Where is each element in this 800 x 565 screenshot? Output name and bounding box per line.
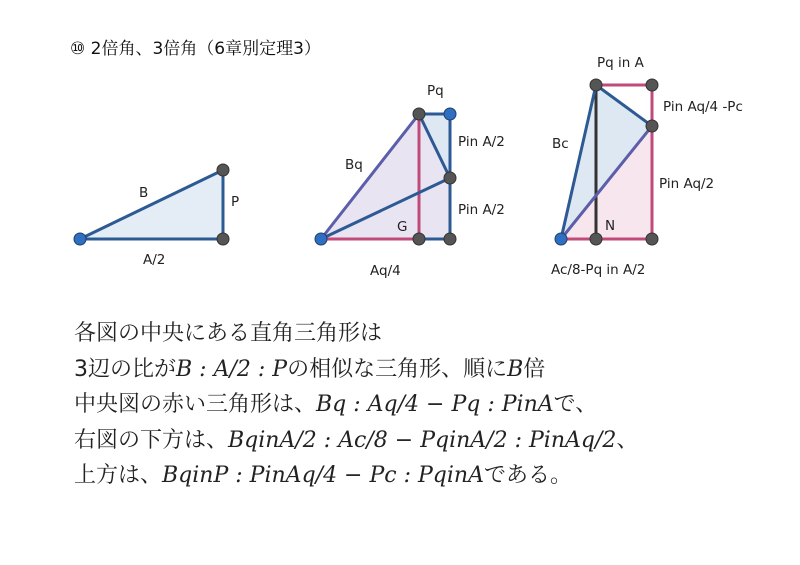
text-line-1 xyxy=(74,316,774,352)
label-pq: Pq xyxy=(427,83,444,99)
math-ratio: BqinP : PinAq/4 − Pc : PqinA xyxy=(162,463,484,488)
vertex-node xyxy=(444,233,456,245)
label-bq: Bq xyxy=(345,157,363,173)
label-pina2-top: Pin A/2 xyxy=(458,134,505,150)
math-ratio: Bq : Aq/4 − Pq : PinA xyxy=(316,392,554,417)
label-pina2-bottom: Pin A/2 xyxy=(458,202,505,218)
text-segment: 、 xyxy=(616,427,639,453)
vertex-node xyxy=(646,120,658,132)
vertex-node xyxy=(413,233,425,245)
explanation-text xyxy=(74,316,774,494)
vertex-node xyxy=(590,79,602,91)
label-pinaq2: Pin Aq/2 xyxy=(659,176,715,192)
text-segment: 倍 xyxy=(523,356,546,382)
vertex-node-blue xyxy=(444,108,456,120)
vertex-node xyxy=(646,233,658,245)
vertex-node xyxy=(217,164,229,176)
label-ac8-pqina2: Ac/8-Pq in A/2 xyxy=(551,262,646,278)
text-segment: の相似な三角形、順に xyxy=(287,356,508,382)
vertex-node-blue xyxy=(315,233,327,245)
text-segment: 中央図の赤い三角形は、 xyxy=(74,392,317,417)
text-segment: 上方は、 xyxy=(74,463,163,488)
label-aq4: Aq/4 xyxy=(370,263,401,279)
label-pinaq4-pc: Pin Aq/4 -Pc xyxy=(663,99,743,115)
text-segment: 右図の下方は、 xyxy=(74,427,229,453)
text-line-3 xyxy=(74,387,774,423)
label-g: G xyxy=(397,219,408,235)
label-bc: Bc xyxy=(552,136,569,152)
math-ratio: B : A/2 : P xyxy=(176,356,288,382)
label-pqina: Pq in A xyxy=(597,55,644,71)
vertex-node xyxy=(217,233,229,245)
vertex-node xyxy=(646,79,658,91)
figure-right xyxy=(551,55,743,278)
label-p: P xyxy=(231,194,240,210)
text-line-2 xyxy=(74,352,774,388)
label-a2: A/2 xyxy=(143,252,166,268)
text-line-4 xyxy=(74,423,774,459)
figure-left xyxy=(74,164,239,268)
vertex-node-blue xyxy=(74,233,86,245)
label-n: N xyxy=(605,218,616,234)
text-segment: である。 xyxy=(483,463,572,488)
vertex-node xyxy=(444,172,456,184)
math-ratio: BqinA/2 : Ac/8 − PqinA/2 : PinAq/2 xyxy=(228,427,617,453)
figure-middle xyxy=(315,83,505,279)
text-segment: で、 xyxy=(553,392,598,417)
vertex-node-blue xyxy=(555,233,567,245)
vertex-node xyxy=(413,108,425,120)
page-title: ⑩ 2倍角、3倍角（6章別定理3） xyxy=(70,39,321,59)
label-b: B xyxy=(139,185,149,201)
vertex-node xyxy=(590,233,602,245)
text-line-5 xyxy=(74,458,774,494)
text-segment: 3辺の比が xyxy=(74,356,176,382)
math-var: B xyxy=(507,356,524,382)
text-segment: 各図の中央にある直角三角形は xyxy=(74,321,383,346)
